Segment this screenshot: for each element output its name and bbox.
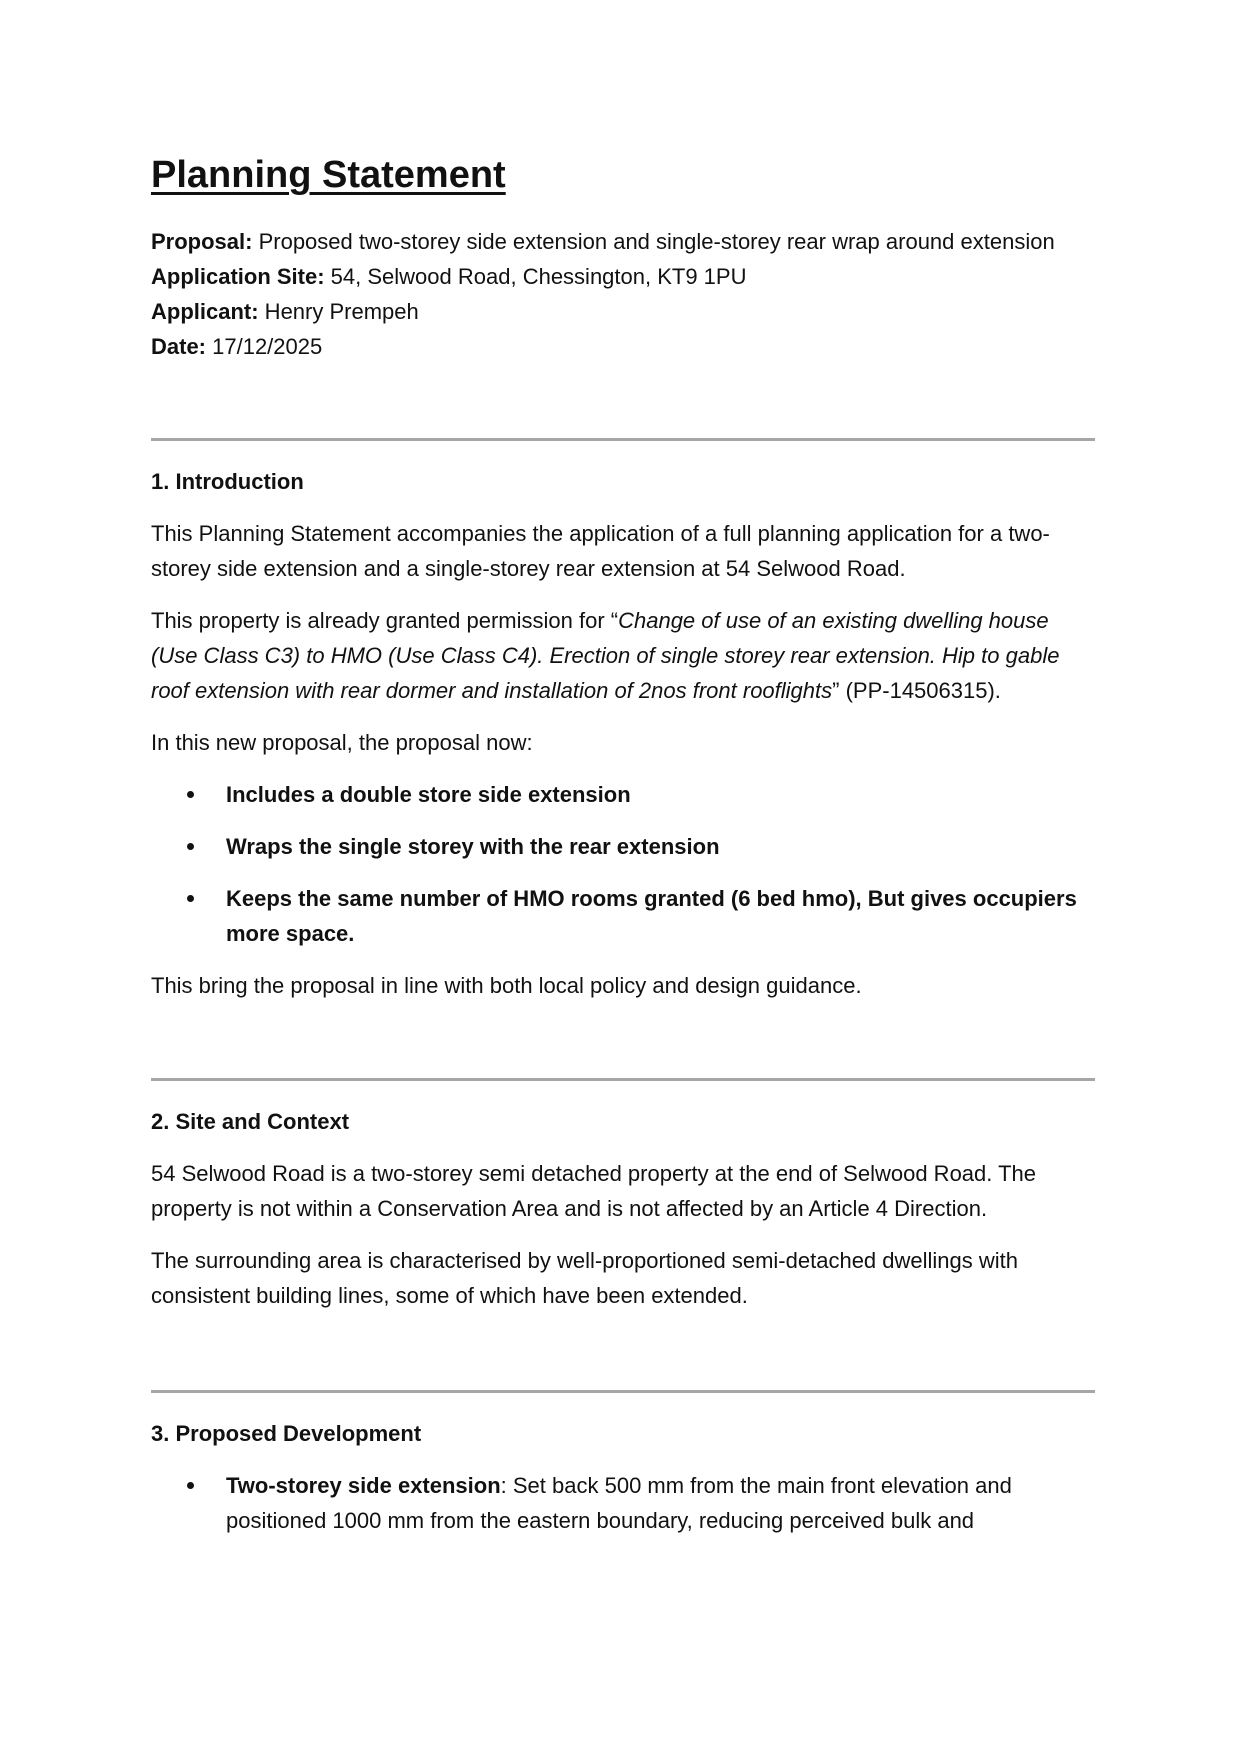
bullet-icon [187,1482,194,1489]
list-item [151,881,1095,951]
meta-site-value: 54, Selwood Road, Chessington, KT9 1PU [324,264,747,289]
meta-site-label: Application Site: [151,264,325,289]
section-divider [151,438,1095,441]
bullet-icon [187,895,194,902]
intro-paragraph-2-start: This property is already granted permission for “ [151,608,619,633]
list-item [151,1468,1095,1538]
meta-application-site [151,259,1095,294]
section-proposed-development [151,1416,1095,1555]
intro-paragraph-2 [151,603,1095,708]
meta-proposal-label: Proposal: [151,229,253,254]
meta-applicant-label: Applicant: [151,299,259,324]
meta-date-value: 17/12/2025 [206,334,323,359]
meta-date [151,329,1095,364]
section-site-and-context [151,1104,1095,1330]
intro-paragraph-3: In this new proposal, the proposal now: [151,730,533,755]
meta-applicant [151,294,1095,329]
meta-proposal [151,224,1095,259]
intro-paragraph-4: This bring the proposal in line with both local policy and design guidance. [151,973,862,998]
section-heading-site-and-context: 2. Site and Context [151,1109,350,1134]
list-item-text: : Set back 500 mm from the main front elevation and positioned 1000 mm from the eastern boundary, reducing perceived bulk and [226,1473,1012,1533]
list-item-text: Wraps the single storey with the rear extension [226,834,720,859]
section-heading-proposed-development: 3. Proposed Development [151,1421,422,1446]
list-item-bold-lead: Two-storey side extension [226,1473,501,1498]
meta-date-label: Date: [151,334,207,359]
list-item-text: Includes a double store side extension [226,782,631,807]
site-paragraph-1: 54 Selwood Road is a two-storey semi detached property at the end of Selwood Road. The property is not within a Conservation Area and is not affected by an Article 4 Direction. [151,1161,1037,1221]
page-title: Planning Statement [151,154,506,196]
section-divider [151,1390,1095,1393]
intro-paragraph-1: This Planning Statement accompanies the application of a full planning application for a two-storey side extension and a single-storey rear extension at 54 Selwood Road. [151,521,1050,581]
bullet-icon [187,843,194,850]
section-introduction [151,464,1095,1020]
list-item [151,829,1095,864]
development-bullet-list [151,1468,1095,1538]
intro-bullet-list [151,777,1095,951]
intro-paragraph-2-quote: Change of use of an existing dwelling house (Use Class C3) to HMO (Use Class C4). Erection of single storey rear extension. Hip to gable roof extension with rear dormer and installation of 2nos front rooflights [151,608,1060,703]
section-divider [151,1078,1095,1081]
section-heading-introduction: 1. Introduction [151,469,304,494]
meta-applicant-value: Henry Prempeh [258,299,419,324]
site-paragraph-2: The surrounding area is characterised by well-proportioned semi-detached dwellings with consistent building lines, some of which have been extended. [151,1248,1019,1308]
list-item [151,777,1095,812]
meta-proposal-value: Proposed two-storey side extension and single-storey rear wrap around extension [252,229,1055,254]
document-meta [151,224,1095,364]
bullet-icon [187,791,194,798]
intro-paragraph-2-end: ” (PP-14506315). [832,678,1001,703]
list-item-text: Keeps the same number of HMO rooms granted (6 bed hmo), But gives occupiers more space. [226,886,1077,946]
